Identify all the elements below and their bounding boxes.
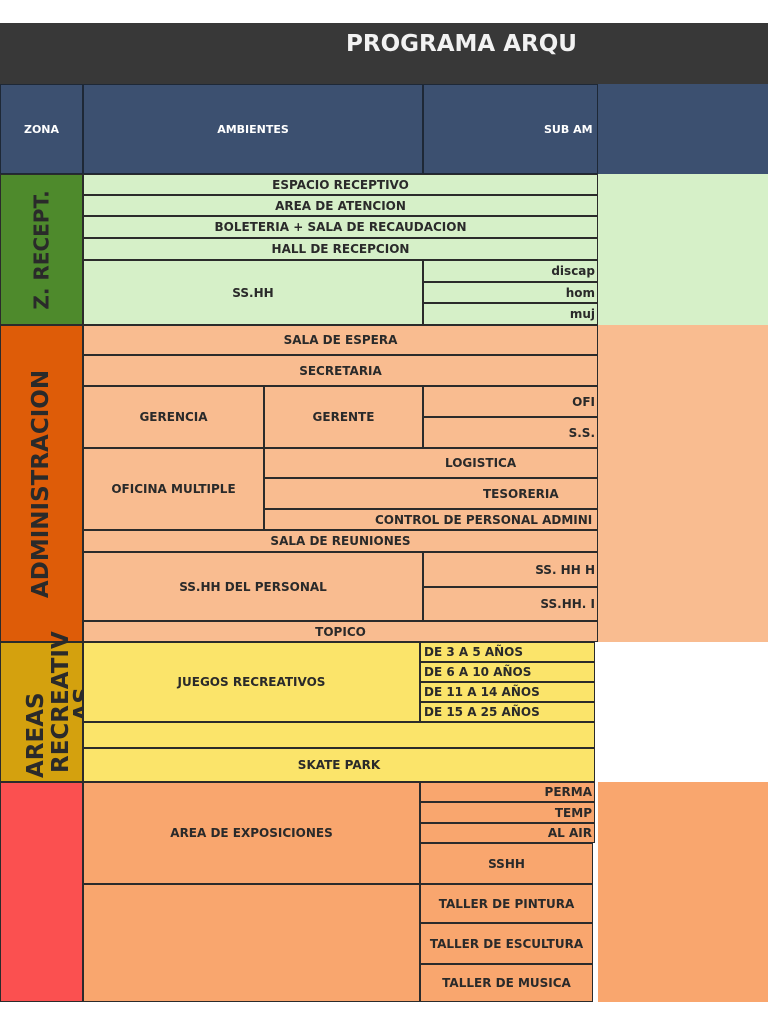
edad-6-10: DE 6 A 10 AÑOS [420, 662, 595, 682]
header-ambientes: AMBIENTES [83, 84, 423, 174]
administracion-cut-fill [598, 325, 768, 642]
recepcion-sshh-discap: discap [423, 260, 598, 282]
cultural-cut-fill [598, 782, 768, 1002]
taller-escultura: TALLER DE ESCULTURA [420, 923, 593, 964]
sshh-personal: SS.HH DEL PERSONAL [83, 552, 423, 621]
oficina-multiple: OFICINA MULTIPLE [83, 448, 264, 530]
exposicion-temporal: TEMP [420, 802, 595, 823]
juegos-recreativos: JUEGOS RECREATIVOS [83, 642, 420, 722]
hall-recepcion: HALL DE RECEPCION [83, 238, 598, 260]
cultural-talleres-block [83, 884, 420, 1002]
taller-musica: TALLER DE MUSICA [420, 964, 593, 1002]
recepcion-sshh: SS.HH [83, 260, 423, 325]
recepcion-sshh-muj: muj [423, 303, 598, 325]
sshh-personal-mujeres: SS.HH. I [423, 587, 598, 621]
zone-cultural [0, 782, 83, 1002]
topico: TOPICO [83, 621, 598, 642]
edad-3-5: DE 3 A 5 AÑOS [420, 642, 595, 662]
recepcion-sshh-hom: hom [423, 282, 598, 303]
boleteria: BOLETERIA + SALA DE RECAUDACION [83, 216, 598, 238]
sala-espera: SALA DE ESPERA [83, 325, 598, 355]
recepcion-cut-fill [598, 174, 768, 325]
espacio-receptivo: ESPACIO RECEPTIVO [83, 174, 598, 195]
edad-15-25: DE 15 A 25 AÑOS [420, 702, 595, 722]
zone-recepcion-label: Z. RECEPT. [29, 189, 54, 310]
exposicion-aire-libre: AL AIR [420, 823, 595, 843]
areas-empty-row [83, 722, 595, 748]
sshh-personal-hombres: SS. HH H [423, 552, 598, 587]
zone-administracion [0, 325, 83, 642]
cultural-sshh: SSHH [420, 843, 593, 884]
header-cut-fill [598, 84, 768, 174]
skate-park: SKATE PARK [83, 748, 595, 782]
tesoreria: TESORERIA [264, 478, 598, 509]
gerente: GERENTE [264, 386, 423, 448]
zone-recepcion [0, 174, 83, 325]
area-exposiciones: AREA DE EXPOSICIONES [83, 782, 420, 884]
zone-administracion-label: ADMINISTRACION [28, 369, 55, 598]
area-atencion: AREA DE ATENCION [83, 195, 598, 216]
control-personal: CONTROL DE PERSONAL ADMINI [264, 509, 598, 530]
header-sub-ambientes: SUB AM [423, 84, 598, 174]
gerente-oficina: OFI [423, 386, 598, 417]
sala-reuniones: SALA DE REUNIONES [83, 530, 598, 552]
gerencia: GERENCIA [83, 386, 264, 448]
gerente-sshh: S.S. [423, 417, 598, 448]
page-title: PROGRAMA ARQU [346, 31, 577, 57]
zone-areas-line2: RECREATIV [48, 631, 74, 773]
taller-pintura: TALLER DE PINTURA [420, 884, 593, 923]
zone-areas-line1: AREAS [23, 692, 49, 778]
logistica: LOGISTICA [264, 448, 598, 478]
exposicion-permanente: PERMA [420, 782, 595, 802]
header-zona: ZONA [0, 84, 83, 174]
secretaria: SECRETARIA [83, 355, 598, 386]
edad-11-14: DE 11 A 14 AÑOS [420, 682, 595, 702]
